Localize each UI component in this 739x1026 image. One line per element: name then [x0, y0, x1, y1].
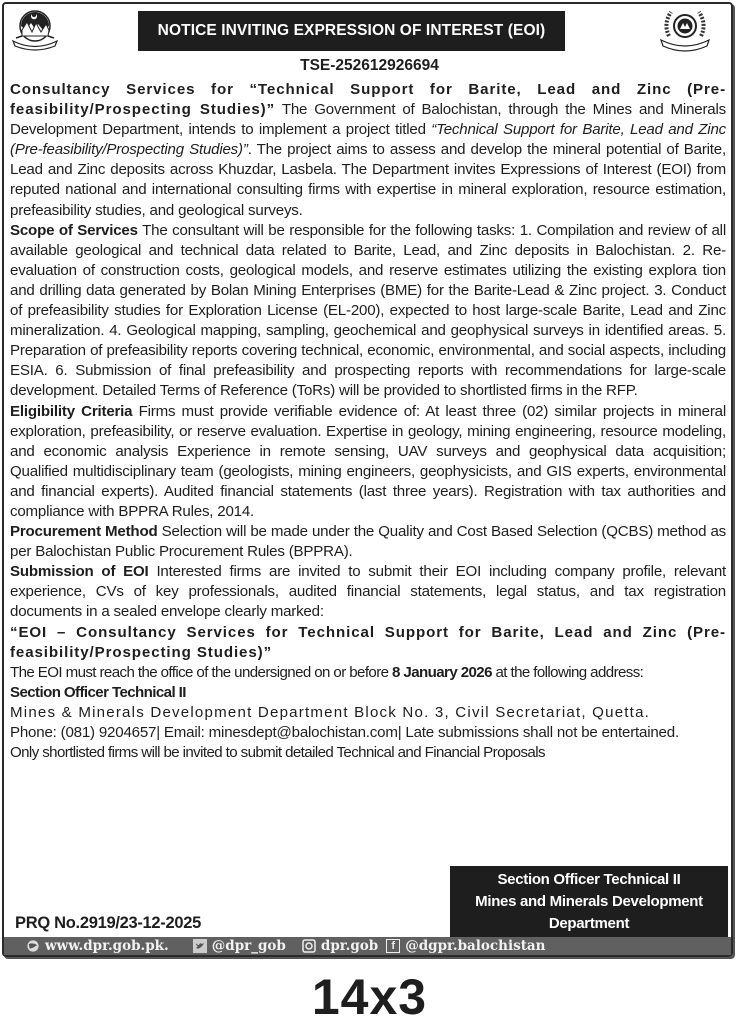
footer-facebook[interactable]: [386, 938, 545, 954]
dgpr-emblem-icon: [655, 6, 715, 54]
intro-paragraph: [10, 80, 726, 221]
procurement-text: Selection will be made under the Quality and Cost Based Selection (QCBS) method as per Balochistan Public Procurement Rules (BPPRA).: [10, 523, 726, 561]
submission-heading: Submission of EOI: [10, 563, 149, 581]
scope-text: The consultant will be responsible for the following tasks: 1. Compilation and review of all available geological and technical data related to Barite, Lead, and Zinc deposits in Balochistan. 2. Re-evaluation of construction costs, geological models, and reserve estimates utilizing the existing explora tion and drilling data generated by Bolan Mining Enterprises (BME) for the Barite-Lead & Zinc project. 3. Conduct of prefeasibility studies for Exploration License (EL-200), expected to host large-scale Barite, Lead and Zinc mineralization. 4. Geological mapping, sampling, geochemical and geophysical surveys in identified areas. 5. Preparation of prefeasibility reports covering technical, economic, environmental, and social aspects, including ESIA. 6. Submission of final prefeasibility and prospecting reports with recommendations for large-scale development. Detailed Terms of Reference (ToRs) will be provided to shortlisted firms in the RFP.: [10, 221, 726, 400]
signature-block: [450, 866, 728, 938]
globe-icon: [26, 939, 40, 953]
footer-website[interactable]: [26, 938, 169, 954]
deadline-paragraph: [10, 663, 726, 683]
submission-paragraph: [10, 562, 726, 622]
eligibility-paragraph: [10, 402, 726, 523]
notice-body: [10, 80, 726, 763]
balochistan-emblem-icon: [10, 8, 60, 52]
footer-twitter[interactable]: [193, 938, 286, 954]
intro-lead: Consultancy Services for “Technical Support for Barite, Lead and Zinc (Pre-feasibility/Prospecting Studies)”: [10, 81, 726, 119]
deadline-text: The EOI must reach the office of the undersigned on or before: [10, 663, 393, 681]
address-office-label: Section Officer Technical II: [10, 683, 186, 701]
prq-number: PRQ No.2919/23-12-2025: [15, 914, 202, 932]
footer-social-bar: [4, 937, 731, 955]
eligibility-heading: Eligibility Criteria: [10, 402, 133, 420]
procurement-paragraph: [10, 522, 726, 562]
envelope-marking-paragraph: [10, 623, 726, 663]
procurement-heading: Procurement Method: [10, 523, 158, 541]
signature-line-1: Section Officer Technical II: [497, 871, 681, 888]
twitter-handle[interactable]: @dpr_gob: [211, 938, 286, 954]
ad-size-label: 14x3: [311, 969, 428, 1025]
project-title: “Technical Support for Barite, Lead and Zinc (Pre-feasibility/Prospecting Studies)”: [10, 121, 726, 159]
notice-title: NOTICE INVITING EXPRESSION OF INTEREST (EOI): [138, 11, 565, 51]
scope-heading: Scope of Services: [10, 221, 138, 239]
instagram-icon: [302, 939, 316, 953]
twitter-icon: [193, 939, 207, 953]
address-office: [10, 683, 726, 703]
submission-text: Interested firms are invited to submit their EOI including company profile, relevant experience, CVs of key professionals, audited financial statements, legal status, and tax registration documents in a sealed envelope clearly marked:: [10, 563, 727, 621]
instagram-handle[interactable]: dpr.gob: [320, 938, 379, 954]
envelope-marking: “EOI – Consultancy Services for Technical Support for Barite, Lead and Zinc (Pre-feasibility/Prospecting Studies)”: [10, 623, 726, 661]
website-link[interactable]: www.dpr.gob.pk.: [45, 938, 169, 954]
scope-paragraph: [10, 221, 726, 402]
address-line-1: Mines & Minerals Development Department Block No. 3, Civil Secretariat, Quetta.: [10, 703, 651, 721]
address-line-2: Phone: (081) 9204657| Email: minesdept@balochistan.com| Late submissions shall not be entertained.: [10, 724, 679, 741]
address-line-3: Only shortlisted firms will be invited to submit detailed Technical and Financial Proposals: [10, 744, 545, 762]
eligibility-text: Firms must provide verifiable evidence of: At least three (02) similar projects in mineral exploration, prefeasibility, or reserve evaluation. Expertise in geology, mining engineering, resource modeling, and economic analysis Experience in remote sensing, UAV surveys and geophysical data acquisition; Qualified multidisciplinary team (geologists, mining engineers, geophysicists, and GIS experts, environmental and financial experts). Audited financial statements (last three years). Registration with tax authorities and compliance with BPPRA Rules, 2014.: [10, 402, 726, 520]
tse-number: TSE-252612926694: [300, 57, 439, 74]
facebook-handle[interactable]: @dgpr.balochistan: [405, 938, 546, 954]
deadline-date: 8 January 2026: [392, 663, 492, 681]
intro-text: The Government of Balochistan, through the Mines and Minerals Development Department, intends to implement a project titled: [10, 101, 726, 139]
intro-text-2: . The project aims to assess and develop the mineral potential of Barite, Lead and Zinc deposits across Khuzdar, Lasbela. The Department invites Expressions of Interest (EOI) from reputed national and international consulting firms with expertise in mineral exploration, resource estimation, prefeasibility studies, and geological surveys.: [10, 141, 726, 219]
signature-line-2: Mines and Minerals Development: [475, 893, 703, 910]
deadline-text-2: at the following address:: [491, 663, 644, 681]
footer-instagram[interactable]: [302, 938, 378, 954]
facebook-icon: f: [386, 939, 400, 953]
signature-line-3: Department: [548, 915, 630, 932]
